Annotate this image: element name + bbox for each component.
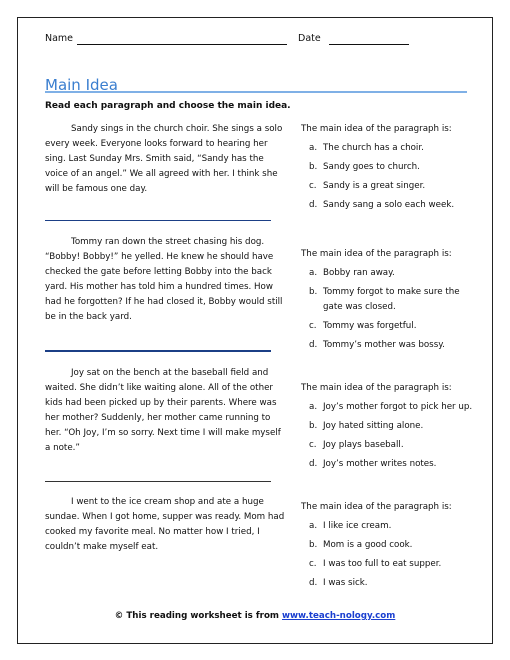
- option-letter: b.: [309, 540, 318, 550]
- option-letter: c.: [309, 321, 317, 331]
- option-letter: d.: [309, 200, 318, 210]
- question-2: [301, 247, 473, 357]
- option-letter: a.: [309, 521, 318, 531]
- option-letter: d.: [309, 340, 318, 350]
- option-letter: c.: [309, 440, 317, 450]
- question-prompt: The main idea of the paragraph is:: [301, 249, 452, 259]
- footer-text: © This reading worksheet is from: [114, 611, 279, 621]
- option-letter: b.: [309, 287, 318, 297]
- option-text: Tommy forgot to make sure the gate was closed.: [323, 287, 460, 312]
- instructions: Read each paragraph and choose the main idea.: [45, 101, 291, 111]
- answer-option-b[interactable]: [301, 419, 473, 434]
- option-text: Mom is a good cook.: [323, 540, 413, 550]
- answer-option-b[interactable]: [301, 538, 473, 553]
- question-3: [301, 381, 473, 476]
- answer-option-c[interactable]: [301, 438, 473, 453]
- option-text: I was too full to eat supper.: [323, 559, 442, 569]
- option-letter: a.: [309, 402, 318, 412]
- answer-option-d[interactable]: [301, 457, 473, 472]
- name-field-line: [77, 44, 287, 45]
- answer-option-b[interactable]: [301, 160, 473, 175]
- answer-option-d[interactable]: [301, 198, 473, 213]
- option-text: I was sick.: [323, 578, 368, 588]
- option-letter: b.: [309, 162, 318, 172]
- answer-option-a[interactable]: [301, 519, 473, 534]
- option-letter: b.: [309, 421, 318, 431]
- passage-divider-2: [45, 350, 271, 352]
- date-field-line: [329, 44, 409, 45]
- passage-2: Tommy ran down the street chasing his dog. “Bobby! Bobby!” he yelled. He knew he should have checked the gate before letting Bobby into the back yard. His mother has told him a hundred times. How had he forgotten? If he had closed it, Bobby would still be in the back yard.: [45, 237, 283, 322]
- question-prompt: The main idea of the paragraph is:: [301, 383, 452, 393]
- option-text: Joy plays baseball.: [323, 440, 404, 450]
- option-text: Joy’s mother forgot to pick her up.: [323, 402, 473, 412]
- option-letter: c.: [309, 559, 317, 569]
- option-letter: c.: [309, 181, 317, 191]
- question-prompt: The main idea of the paragraph is:: [301, 502, 452, 512]
- passage-3: Joy sat on the bench at the baseball field and waited. She didn’t like waiting alone. All of the other kids had been picked up by their parents. Where was her mother? Suddenly, her mother came running to her. “Oh Joy, I’m so sorry. Next time I will make myself a note.”: [45, 368, 281, 453]
- option-text: The church has a choir.: [323, 143, 424, 153]
- answer-option-a[interactable]: [301, 400, 473, 415]
- question-4: [301, 500, 473, 595]
- option-text: Bobby ran away.: [323, 268, 395, 278]
- name-label: Name: [45, 33, 74, 44]
- option-text: Sandy is a great singer.: [323, 181, 426, 191]
- answer-option-d[interactable]: [301, 338, 473, 353]
- option-letter: d.: [309, 459, 318, 469]
- passage-1: Sandy sings in the church choir. She sings a solo every week. Everyone looks forward to hearing her sing. Last Sunday Mrs. Smith said, “Sandy has the voice of an angel.” We all agreed with her. I think she will be famous one day.: [45, 124, 283, 194]
- worksheet-title: Main Idea: [45, 76, 118, 94]
- answer-option-a[interactable]: [301, 141, 473, 156]
- passage-4: I went to the ice cream shop and ate a huge sundae. When I got home, supper was ready. Mom had cooked my favorite meal. No matter how I tried, I couldn’t make myself eat.: [45, 497, 285, 552]
- option-letter: a.: [309, 143, 318, 153]
- passage-divider-1: [45, 220, 271, 221]
- question-1: [301, 122, 473, 217]
- option-text: Joy hated sitting alone.: [323, 421, 424, 431]
- option-text: Joy’s mother writes notes.: [323, 459, 437, 469]
- answer-option-c[interactable]: [301, 319, 473, 334]
- option-text: Sandy goes to church.: [323, 162, 420, 172]
- footer-link[interactable]: www.teach-nology.com: [282, 611, 396, 621]
- passage-divider-3: [45, 481, 271, 482]
- answer-option-a[interactable]: [301, 266, 473, 281]
- date-label: Date: [298, 33, 321, 44]
- answer-option-c[interactable]: [301, 179, 473, 194]
- footer-credit: [0, 611, 510, 621]
- answer-option-b[interactable]: [301, 285, 473, 315]
- option-letter: d.: [309, 578, 318, 588]
- question-prompt: The main idea of the paragraph is:: [301, 124, 452, 134]
- option-text: Tommy’s mother was bossy.: [323, 340, 445, 350]
- title-rule: [45, 91, 467, 93]
- answer-option-c[interactable]: [301, 557, 473, 572]
- answer-option-d[interactable]: [301, 576, 473, 591]
- option-text: Sandy sang a solo each week.: [323, 200, 455, 210]
- option-text: I like ice cream.: [323, 521, 392, 531]
- option-letter: a.: [309, 268, 318, 278]
- option-text: Tommy was forgetful.: [323, 321, 417, 331]
